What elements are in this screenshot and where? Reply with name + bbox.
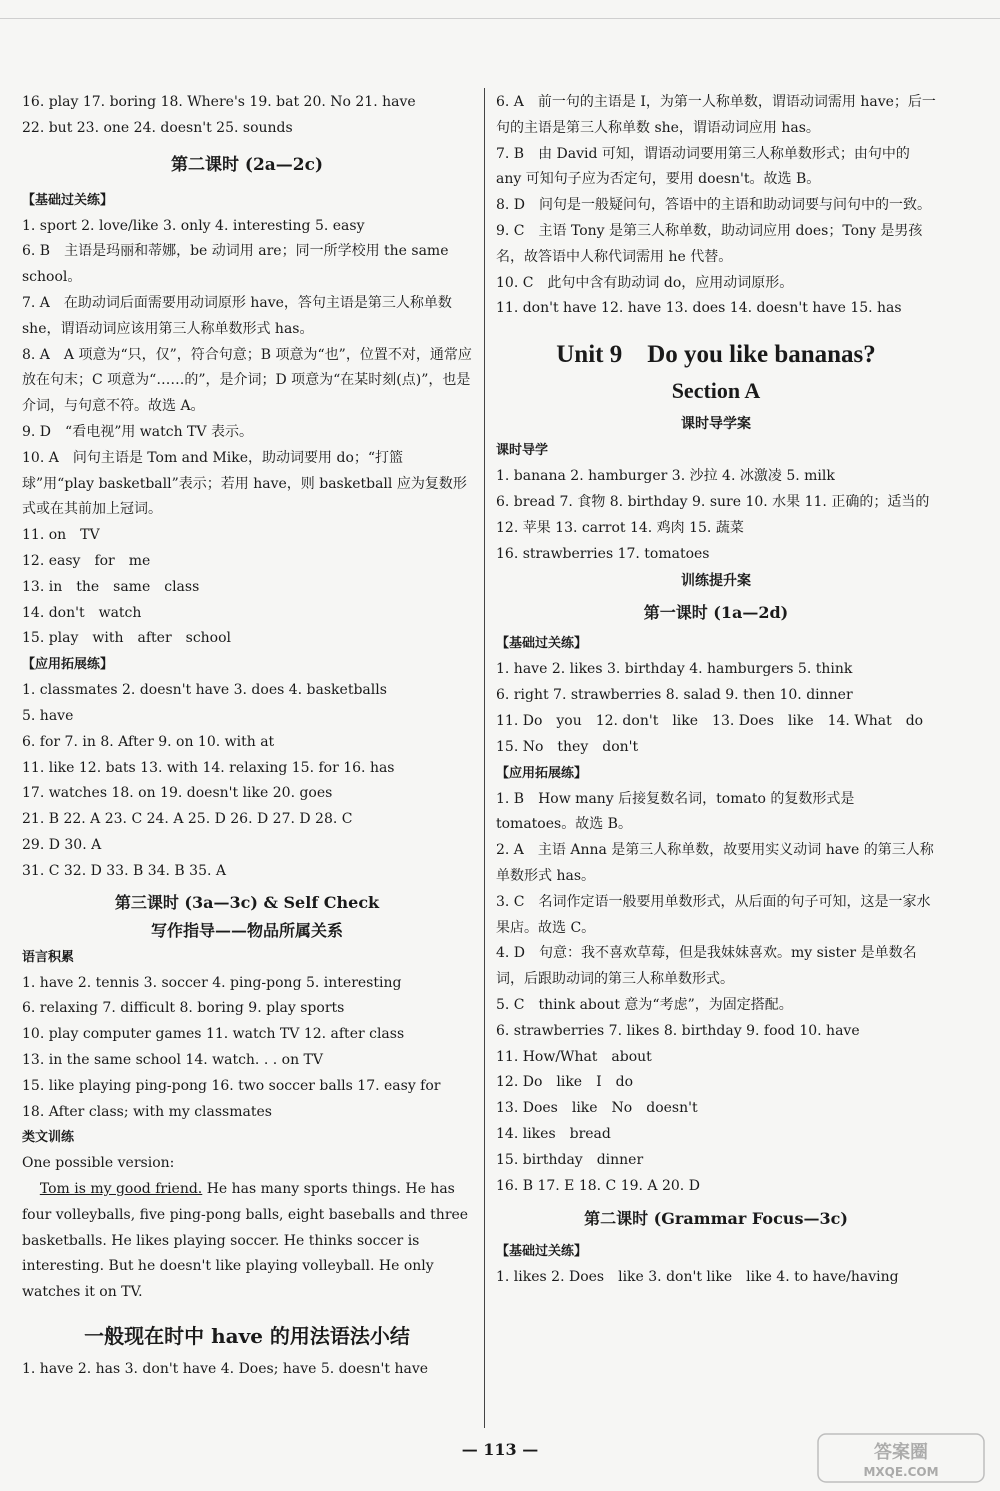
- answer-line: 12. easy for me: [22, 552, 151, 569]
- answer-line: 21. B 22. A 23. C 24. A 25. D 26. D 27. D 28. C: [22, 811, 353, 828]
- answer-line: 6. for 7. in 8. After 9. on 10. with at: [22, 733, 275, 750]
- guide-tag: 课时导学: [496, 443, 549, 459]
- left-column: [22, 90, 472, 1383]
- answer-line: 1. have 2. has 3. don't have 4. Does; have 5. doesn't have: [22, 1361, 429, 1378]
- answer-line: 14. don't watch: [22, 604, 142, 621]
- answer-line: 15. like playing ping-pong 16. two soccer balls 17. easy for: [22, 1077, 441, 1094]
- page-number: — 113 —: [461, 1440, 539, 1459]
- apply-practice-tag: 【应用拓展练】: [22, 657, 114, 673]
- essay-paragraph: [22, 1177, 472, 1306]
- answer-line: 10. C 此句中含有助动词 do，应用动词原形。: [496, 274, 794, 291]
- watermark-logo: [816, 1432, 986, 1484]
- answer-line: 13. in the same class: [22, 578, 200, 595]
- answer-line: 16. strawberries 17. tomatoes: [496, 545, 710, 562]
- answer-line: 9. C 主语 Tony 是第三人称单数，助动词应用 does；Tony 是男孩名，故答语中人称代词需用 he 代替。: [496, 222, 923, 265]
- answer-line: 11. like 12. bats 13. with 14. relaxing 15. for 16. has: [22, 759, 395, 776]
- answer-line: 17. watches 18. on 19. doesn't like 20. goes: [22, 785, 333, 802]
- answer-line: 6. bread 7. 食物 8. birthday 9. sure 10. 水果 11. 正确的；适当的 12. 苹果 13. carrot 14. 鸡肉 15. 蔬菜: [496, 493, 930, 536]
- answer-line: 1. have 2. tennis 3. soccer 4. ping-pong 5. interesting: [22, 974, 402, 991]
- answer-line: 4. D 句意：我不喜欢草莓，但是我妹妹喜欢。my sister 是单数名词，后跟助动词的第三人称单数形式。: [496, 945, 917, 988]
- answer-line: 11. on TV: [22, 527, 100, 544]
- svg-text:答案圈: 答案圈: [874, 1442, 928, 1463]
- lesson-2-title: 第二课时 (Grammar Focus—3c): [584, 1209, 848, 1229]
- answer-line: 15. No they don't: [496, 738, 639, 755]
- language-tag: 语言积累: [22, 949, 75, 965]
- lesson-2-title: 第二课时 (2a—2c): [170, 154, 324, 175]
- answer-line: 1. likes 2. Does like 3. don't like like 4. to have/having: [496, 1269, 899, 1286]
- answer-line: 8. D 问句是一般疑问句，答语中的主语和助动词要与问句中的一致。: [496, 197, 932, 214]
- answer-line: 1. have 2. likes 3. birthday 4. hamburgers 5. think: [496, 661, 853, 678]
- answer-line: 16. play 17. boring 18. Where's 19. bat 20. No 21. have: [22, 94, 416, 110]
- answer-line: 22. but 23. one 24. doesn't 25. sounds: [22, 119, 293, 136]
- answer-line: 6. right 7. strawberries 8. salad 9. then 10. dinner: [496, 687, 853, 704]
- type-training-tag: 类文训练: [22, 1130, 75, 1146]
- answer-line: 6. relaxing 7. difficult 8. boring 9. play sports: [22, 1000, 345, 1017]
- top-rule: [0, 18, 1000, 19]
- answer-line: 14. likes bread: [496, 1125, 611, 1142]
- answer-line: 10. A 问句主语是 Tom and Mike，助动词要用 do；“打篮球”用“play basketball”表示；若用 have，则 basketball 应为复数形式或在其前加上冠词。: [22, 449, 467, 518]
- answer-line: 6. strawberries 7. likes 8. birthday 9. food 10. have: [496, 1022, 860, 1039]
- answer-line: 10. play computer games 11. watch TV 12. after class: [22, 1026, 405, 1043]
- answer-line: 31. C 32. D 33. B 34. B 35. A: [22, 862, 226, 879]
- section-title: Section A: [671, 378, 761, 404]
- answer-line: 8. A A 项意为“只，仅”，符合句意；B 项意为“也”，位置不对，通常应放在句末；C 项意为“……的”，是介词；D 项意为“在某时刻(点)”，也是介词，与句意不符。故选 A。: [22, 346, 472, 415]
- unit-title: Unit 9 Do you like bananas?: [556, 341, 876, 369]
- answer-line: 5. C think about 意为“考虑”，为固定搭配。: [496, 996, 793, 1013]
- essay-intro: One possible version:: [22, 1155, 175, 1172]
- answer-line: 1. B How many 后接复数名词，tomato 的复数形式是 tomatoes。故选 B。: [496, 790, 855, 833]
- answer-line: 11. don't have 12. have 13. does 14. doesn't have 15. has: [496, 300, 902, 317]
- answer-line: 13. in the same school 14. watch. . . on TV: [22, 1051, 323, 1068]
- answer-line: 3. C 名词作定语一般要用单数形式，从后面的句子可知，这是一家水果店。故选 C。: [496, 893, 931, 936]
- training-title: 训练提升案: [681, 573, 751, 590]
- basic-practice-tag: 【基础过关练】: [22, 192, 114, 208]
- grammar-summary-title: 一般现在时中 have 的用法语法小结: [84, 1324, 410, 1349]
- apply-practice-tag: 【应用拓展练】: [496, 765, 588, 781]
- answer-line: 29. D 30. A: [22, 836, 102, 853]
- writing-guide-title: 写作指导——物品所属关系: [150, 920, 343, 940]
- answer-line: 13. Does like No doesn't: [496, 1100, 698, 1117]
- answer-line: 11. How/What about: [496, 1048, 652, 1065]
- answer-line: 7. A 在助动词后面需要用动词原形 have，答句主语是第三人称单数 she，谓语动词应该用第三人称单数形式 has。: [22, 294, 452, 337]
- answer-line: 16. B 17. E 18. C 19. A 20. D: [496, 1177, 700, 1194]
- answer-line: 5. have: [22, 707, 74, 724]
- lesson-3-title: 第三课时 (3a—3c) & Self Check: [114, 892, 380, 912]
- basic-practice-tag: 【基础过关练】: [496, 1244, 588, 1260]
- lesson-1-title: 第一课时 (1a—2d): [643, 603, 789, 623]
- answer-line: 9. D “看电视”用 watch TV 表示。: [22, 423, 253, 440]
- svg-text:MXQE.COM: MXQE.COM: [863, 1465, 939, 1479]
- right-column: [496, 90, 936, 1291]
- answer-line: 18. After class; with my classmates: [22, 1103, 272, 1120]
- essay-body: He has many sports things. He has four volleyballs, five ping-pong balls, eight baseballs and three basketballs. He likes playing soccer. He thinks soccer is interesting. But he doesn't like playing volleyball. He only watches it on TV.: [22, 1181, 469, 1301]
- answer-line: 15. birthday dinner: [496, 1151, 644, 1168]
- essay-topic-sentence: Tom is my good friend.: [39, 1181, 203, 1198]
- answer-line: 6. B 主语是玛丽和蒂娜，be 动词用 are；同一所学校用 the same school。: [22, 243, 449, 286]
- answer-line: 1. classmates 2. doesn't have 3. does 4. basketballs: [22, 682, 387, 699]
- answer-line: 15. play with after school: [22, 630, 232, 647]
- answer-line: 1. sport 2. love/like 3. only 4. interesting 5. easy: [22, 217, 365, 234]
- column-divider: [484, 88, 485, 1428]
- answer-line: 7. B 由 David 可知，谓语动词要用第三人称单数形式；由句中的 any 可知句子应为否定句，要用 doesn't。故选 B。: [496, 145, 910, 188]
- answer-line: 6. A 前一句的主语是 I，为第一人称单数，谓语动词需用 have；后一句的主语是第三人称单数 she，谓语动词应用 has。: [496, 94, 936, 136]
- basic-practice-tag: 【基础过关练】: [496, 636, 588, 652]
- answer-line: 2. A 主语 Anna 是第三人称单数，故要用实义动词 have 的第三人称单数形式 has。: [496, 842, 934, 884]
- answer-line: 11. Do you 12. don't like 13. Does like 14. What do: [496, 712, 924, 729]
- answer-line: 1. banana 2. hamburger 3. 沙拉 4. 冰激凌 5. milk: [496, 468, 835, 485]
- answer-line: 12. Do like I do: [496, 1074, 634, 1091]
- guide-title: 课时导学案: [681, 416, 751, 433]
